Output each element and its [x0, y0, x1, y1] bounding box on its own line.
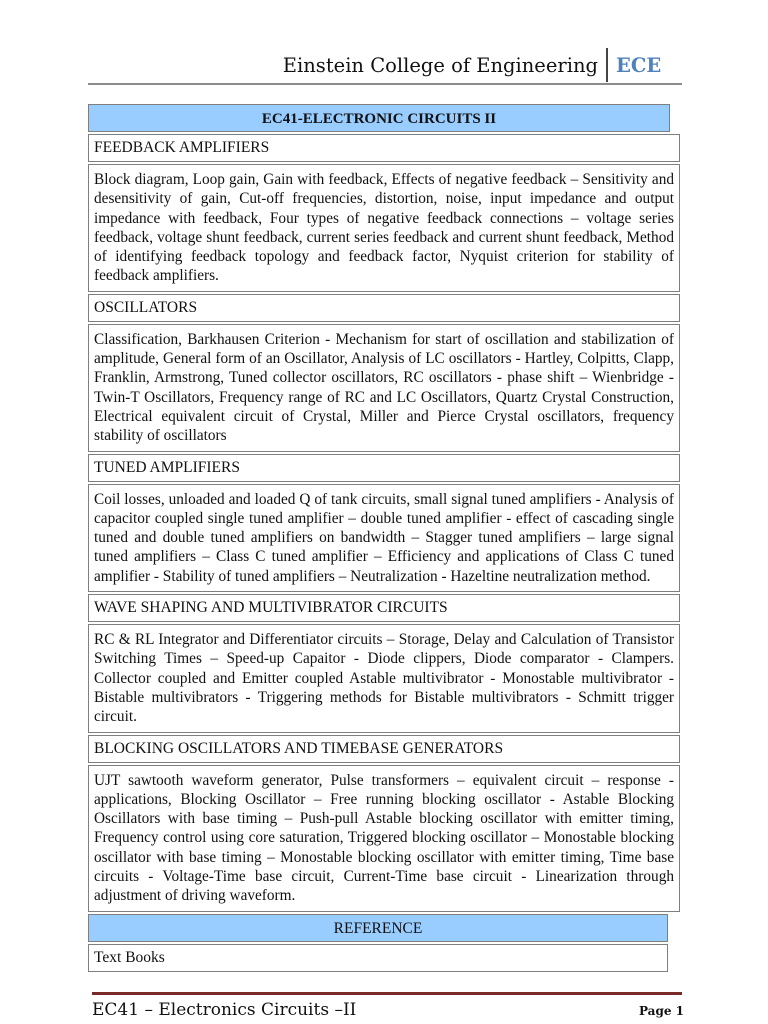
- unit-heading-wave-shaping: WAVE SHAPING AND MULTIVIBRATOR CIRCUITS: [88, 594, 680, 622]
- page-header: [88, 44, 682, 86]
- unit-body-oscillators: Classification, Barkhausen Criterion - Mechanism for start of oscillation and stabilization of amplitude, General form of an Oscillator, Analysis of LC oscillators - Hartley, Colpitts, Clapp, Franklin, Armstrong, Tuned collector oscillators, RC oscillators - phase shift – Wienbridge - Twin-T Oscillators, Frequency range of RC and LC Oscillators, Quartz Crystal Construction, Electrical equivalent circuit of Crystal, Miller and Pierce Crystal oscillators, frequency stability of oscillators: [88, 324, 680, 452]
- reference-text-books: Text Books: [88, 944, 668, 972]
- syllabus-title: EC41-ELECTRONIC CIRCUITS II: [88, 104, 670, 132]
- footer-course-title: EC41 – Electronics Circuits –II: [92, 1000, 357, 1020]
- footer-rule: [92, 992, 682, 995]
- unit-heading-tuned-amplifiers: TUNED AMPLIFIERS: [88, 454, 680, 482]
- header-divider: [606, 48, 608, 82]
- unit-body-blocking-oscillators: UJT sawtooth waveform generator, Pulse transformers – equivalent circuit – response - applications, Blocking Oscillator – Free running blocking oscillator - Astable Blocking Oscillators with base timing – Push-pull Astable blocking oscillator with emitter timing, Frequency control using core saturation, Triggered blocking oscillator – Monostable blocking oscillator with base timing – Monostable blocking oscillator with emitter timing, Time base circuits - Voltage-Time base circuit, Current-Time base circuit - Linearization through adjustment of driving waveform.: [88, 765, 680, 912]
- page-footer: [92, 992, 684, 1022]
- syllabus-table: [88, 104, 680, 974]
- page-number: Page 1: [638, 1004, 684, 1018]
- header-rule: [88, 83, 682, 85]
- unit-heading-feedback-amplifiers: FEEDBACK AMPLIFIERS: [88, 134, 680, 162]
- unit-body-wave-shaping: RC & RL Integrator and Differentiator circuits – Storage, Delay and Calculation of Transistor Switching Times – Speed-up Capaitor - Diode clippers, Diode comparator - Clampers. Collector coupled and Emitter coupled Astable multivibrator - Monostable multivibrator - Bistable multivibrators - Triggering methods for Bistable multivibrators - Schmitt trigger circuit.: [88, 624, 680, 732]
- reference-heading: REFERENCE: [88, 914, 668, 942]
- unit-heading-oscillators: OSCILLATORS: [88, 294, 680, 322]
- unit-body-tuned-amplifiers: Coil losses, unloaded and loaded Q of tank circuits, small signal tuned amplifiers - Analysis of capacitor coupled single tuned amplifier – double tuned amplifier - effect of cascading single tuned and double tuned amplifiers on bandwidth – Stagger tuned amplifiers – large signal tuned amplifiers – Class C tuned amplifier – Efficiency and applications of Class C tuned amplifier - Stability of tuned amplifiers – Neutralization - Hazeltine neutralization method.: [88, 484, 680, 592]
- unit-body-feedback-amplifiers: Block diagram, Loop gain, Gain with feedback, Effects of negative feedback – Sensitivity and desensitivity of gain, Cut-off frequencies, distortion, noise, input impedance and output impedance with feedback, Four types of negative feedback connections – voltage series feedback, voltage shunt feedback, current series feedback and current shunt feedback, Method of identifying feedback topology and feedback factor, Nyquist criterion for stability of feedback amplifiers.: [88, 164, 680, 292]
- unit-heading-blocking-oscillators: BLOCKING OSCILLATORS AND TIMEBASE GENERATORS: [88, 735, 680, 763]
- college-name: Einstein College of Engineering: [282, 54, 598, 77]
- department-label: ECE: [616, 54, 662, 77]
